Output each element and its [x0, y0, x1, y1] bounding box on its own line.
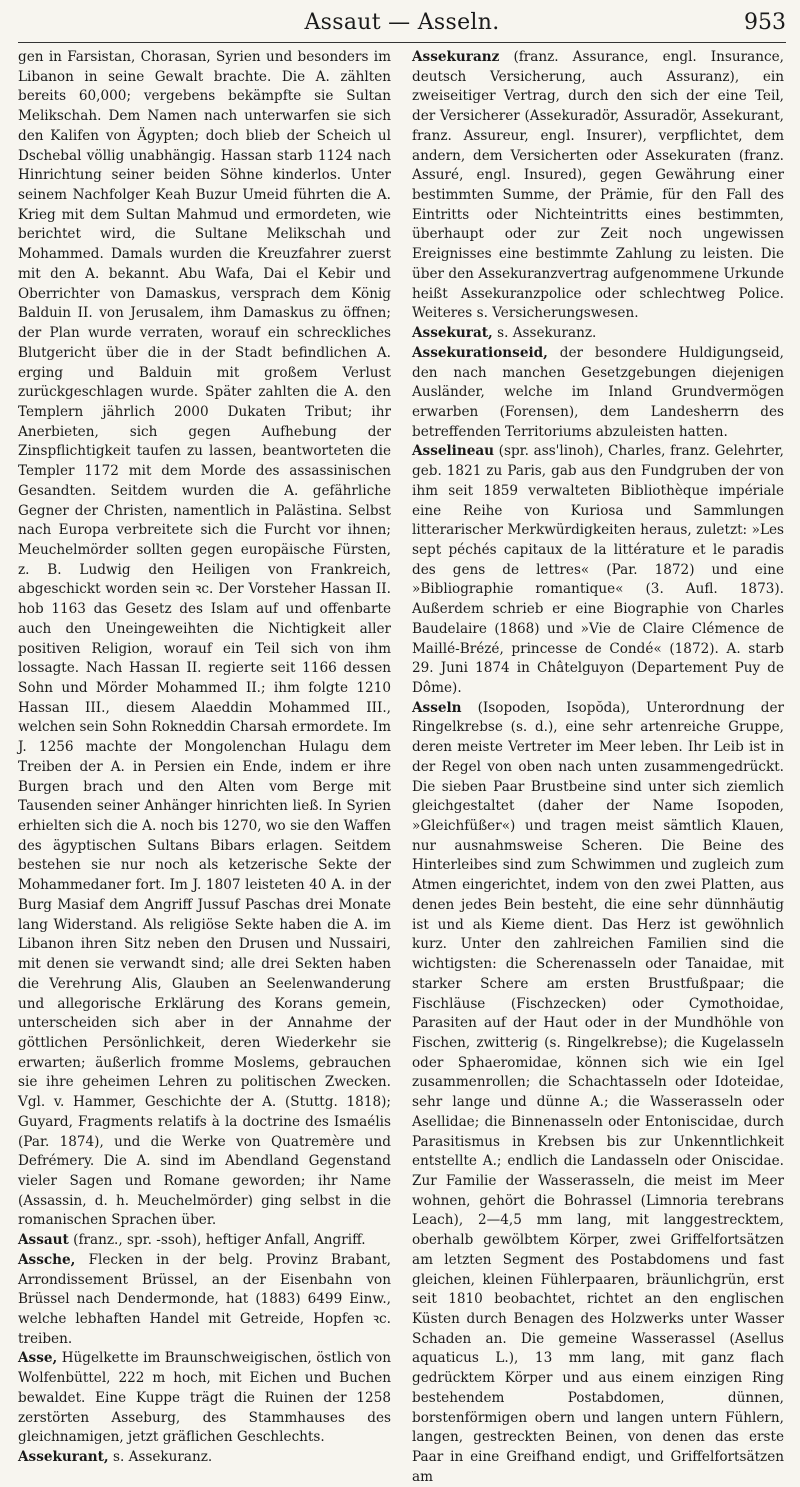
entry-asselineau — [412, 442, 784, 698]
entry-asse — [18, 1349, 391, 1448]
entry-headword: Assekurat, — [412, 325, 493, 342]
entry-assekurat — [412, 324, 784, 344]
entry-headword: Asseln — [412, 699, 462, 716]
entry-assekuranz — [412, 48, 784, 324]
entry-headword: Assekurant, — [18, 1449, 109, 1466]
page-header — [18, 8, 786, 43]
entry-text: s. Assekuranz. — [108, 1449, 213, 1466]
entry-assassinen-continued — [18, 48, 391, 1231]
entry-assekurant — [18, 1448, 391, 1468]
entry-assekurationseid — [412, 344, 784, 443]
entry-headword: Assche, — [18, 1251, 76, 1268]
entry-text: (franz., spr. -ssoh), heftiger Anfall, Angriff. — [68, 1232, 366, 1249]
entry-headword: Assekurationseid, — [412, 344, 548, 361]
page-number: 953 — [744, 10, 786, 35]
entry-text: (spr. ass'linoh), Charles, franz. Gelehrter, geb. 1821 zu Paris, gab aus den Fundgruben der von ihm seit 1859 verwalteten Bibliothèque impériale eine Reihe von Kuriosa und Sammlungen litterarischer Merkwürdigkeiten heraus, zuletzt: »Les sept péchés capitaux de la littérature et le paradis des gens de lettres« (Par. 1872) und eine »Bibliographie romantique« (3. Aufl. 1873). Außerdem schrieb er eine Biographie von Charles Baudelaire (1868) und »Vie de Claire Clémence de Maillé-Brézé, princesse de Condé« (1872). A. starb 29. Juni 1874 in Châtelguyon (Departement Puy de Dôme). — [412, 443, 784, 696]
entry-assaut — [18, 1231, 391, 1251]
entry-headword: Asse, — [18, 1350, 58, 1367]
entry-text: Flecken in der belg. Provinz Brabant, Arrondissement Brüssel, an der Eisenbahn von Brüssel nach Dendermonde, hat (1883) 6499 Einw., welche lebhaften Handel mit Getreide, Hopfen ꝛc. treiben. — [18, 1251, 391, 1347]
running-title: Assaut — Asseln. — [304, 10, 500, 35]
entry-headword: Assekuranz — [412, 49, 500, 65]
entry-asseln — [412, 699, 784, 1487]
entry-headword: Asselineau — [412, 443, 495, 460]
entry-text: der besondere Huldigungseid, den nach manchen Gesetzgebungen diejenigen Ausländer, welche im Inland Grundvermögen erwarben (Forensen), dem Landesherrn des betreffenden Territoriums abzuleisten hatten. — [412, 344, 784, 440]
entry-text: s. Assekuranz. — [492, 325, 597, 342]
entry-text: Hügelkette im Braunschweigischen, östlich von Wolfenbüttel, 222 m hoch, mit Eichen und Buchen bewaldet. Eine Kuppe trägt die Ruinen der 1258 zerstörten Asseburg, des Stammhauses des gleichnamigen, jetzt gräflichen Geschlechts. — [18, 1350, 391, 1446]
entry-text: gen in Farsistan, Chorasan, Syrien und besonders im Libanon in seine Gewalt brachte. Die A. zählten bereits 60,000; vergebens bekämpfte sie Sultan Melikschah. Dem Namen nach unterwarfen sie sich den Kalifen von Ägypten; doch blieb der Scheich ul Dschebal völlig unabhängig. Hassan starb 1124 nach Hinrichtung seiner beiden Söhne kinderlos. Unter seinem Nachfolger Keah Buzur Umeid führten die A. Krieg mit dem Sultan Mahmud und ermordeten, wie berichtet wird, die Sultane Melikschah und Mohammed. Damals wurden die Kreuzfahrer zuerst mit den A. bekannt. Abu Wafa, Dai el Kebir und Oberrichter von Damaskus, versprach dem König Balduin II. von Jerusalem, ihm Damaskus zu öffnen; der Plan wurde verraten, worauf ein schreckliches Blutgericht über die in der Stadt befindlichen A. erging und Balduin mit großem Verlust zurückgeschlagen wurde. Später zahlten die A. den Templern jährlich 2000 Dukaten Tribut; ihr Anerbieten, sich gegen Aufhebung der Zinspflichtigkeit taufen zu lassen, beantworteten die Templer 1172 mit dem Morde des assassinischen Gesandten. Seitdem wurden die A. gefährliche Gegner der Christen, namentlich in Palästina. Selbst nach Europa verbreitete sich die Furcht vor ihnen; Meuchelmörder sollten gegen europäische Fürsten, z. B. Ludwig den Heiligen von Frankreich, abgeschickt worden sein ꝛc. Der Vorsteher Hassan II. hob 1163 das Gesetz des Islam auf und offenbarte auch den Uneingeweihten die Nichtigkeit aller positiven Religion, worauf ein Teil sich von ihm lossagte. Nach Hassan II. regierte seit 1166 dessen Sohn und Mörder Mohammed II.; ihm folgte 1210 Hassan III., diesem Alaeddin Mohammed III., welchen sein Sohn Rokneddin Charsah ermordete. Im J. 1256 machte der Mongolenchan Hulagu dem Treiben der A. in Persien ein Ende, indem er ihre Burgen brach und den Alten vom Berge mit Tausenden seiner Anhänger hinrichten ließ. In Syrien erhielten sich die A. noch bis 1270, wo sie den Waffen des ägyptischen Sultans Bibars erlagen. Seitdem bestehen sie nur noch als ketzerische Sekte der Mohammedaner fort. Im J. 1807 leisteten 40 A. in der Burg Masiaf dem Angriff Jussuf Paschas drei Monate lang Widerstand. Als religiöse Sekte haben die A. im Libanon ihren Sitz neben den Drusen und Nussairi, mit denen sie verwandt sind; alle drei Sekten haben die Verehrung Alis, Glauben an Seelenwanderung und allegorische Erklärung des Korans gemein, unterscheiden sich aber in der Annahme der göttlichen Persönlichkeit, deren Wiederkehr sie erwarten; äußerlich fromme Moslems, gebrauchen sie ihre geheimen Lehren zu politischen Zwecken. Vgl. v. Hammer, Geschichte der A. (Stuttg. 1818); Guyard, Fragments relatifs à la doctrine des Ismaélis (Par. 1874), und die Werke von Quatremère und Defrémery. Die A. sind im Abendland Gegenstand vieler Sagen und Romane geworden; ihr Name (Assassin, d. h. Meuchelmörder) ging selbst in die romanischen Sprachen über. — [18, 49, 391, 1229]
right-column — [412, 48, 784, 1485]
entry-text: (franz. Assurance, engl. Insurance, deutsch Versicherung, auch Assuranz), ein zweiseitiger Vertrag, durch den sich der eine Teil, der Versicherer (Assekuradör, Assuradör, Assekurant, franz. Assureur, engl. Insurer), verpflichtet, dem andern, dem Versicherten oder Assekuraten (franz. Assuré, engl. Insured), gegen Gewährung einer bestimmten Summe, der Prämie, für den Fall des Eintritts oder Nichteintritts eines bestimmten, überhaupt oder zur Zeit noch ungewissen Ereignisses eine bestimmte Zahlung zu leisten. Die über den Assekuranzvertrag aufgenommene Urkunde heißt Assekuranzpolice oder schlechtweg Police. Weiteres s. Versicherungswesen. — [412, 49, 784, 322]
entry-headword: Assaut — [18, 1232, 69, 1249]
entry-assche — [18, 1251, 391, 1350]
entry-text: (Isopoden, Isopŏda), Unterordnung der Ringelkrebse (s. d.), eine sehr artenreiche Gruppe, deren meiste Vertreter im Meer leben. Ihr Leib ist in der Regel von oben nach unten zusammengedrückt. Die sieben Paar Brustbeine sind unter sich ziemlich gleichgestaltet (daher der Name Isopoden, »Gleichfüßer«) und tragen meist sämtlich Klauen, nur ausnahmsweise Scheren. Die Beine des Hinterleibes sind zum Schwimmen und zugleich zum Atmen eingerichtet, indem von den zwei Platten, aus denen jedes Bein besteht, die eine sehr dünnhäutig ist und als Kieme dient. Das Herz ist gewöhnlich kurz. Unter den zahlreichen Familien sind die wichtigsten: die Scherenasseln oder Tanaidae, mit starker Schere am ersten Brustfußpaar; die Fischläuse (Fischzecken) oder Cymothoidae, Parasiten auf der Haut oder in der Mundhöhle von Fischen, zwitterig (s. Ringelkrebse); die Kugelasseln oder Sphaeromidae, können sich wie ein Igel zusammenrollen; die Schachtasseln oder Idoteidae, sehr lange und dünne A.; die Wasserasseln oder Asellidae; die Binnenasseln oder Entoniscidae, durch Parasitismus in Krebsen bis zur Unkenntlichkeit entstellte A.; endlich die Landasseln oder Oniscidae. Zur Familie der Wasserasseln, die meist im Meer wohnen, gehört die Bohrassel (Limnoria terebrans Leach), 2—4,5 mm lang, mit langgestrecktem, oberhalb gewölbtem Körper, zwei Griffelfortsätzen am letzten Segment des Postabdomens und fast gleichen, kleinen Fühlerpaaren, bräunlichgrün, erst seit 1810 beobachtet, richtet an den englischen Küsten durch Benagen des Holzwerks unter Wasser Schaden an. Die gemeine Wasserassel (Asellus aquaticus L.), 13 mm lang, mit ganz flach gedrücktem Körper und aus einem einzigen Ring bestehendem Postabdomen, dünnen, borstenförmigen obern und langen untern Fühlern, langen, gestreckten Beinen, von denen das erste Paar in eine Greifhand endigt, und Griffelfortsätzen am — [412, 699, 784, 1485]
left-column — [18, 48, 391, 1466]
